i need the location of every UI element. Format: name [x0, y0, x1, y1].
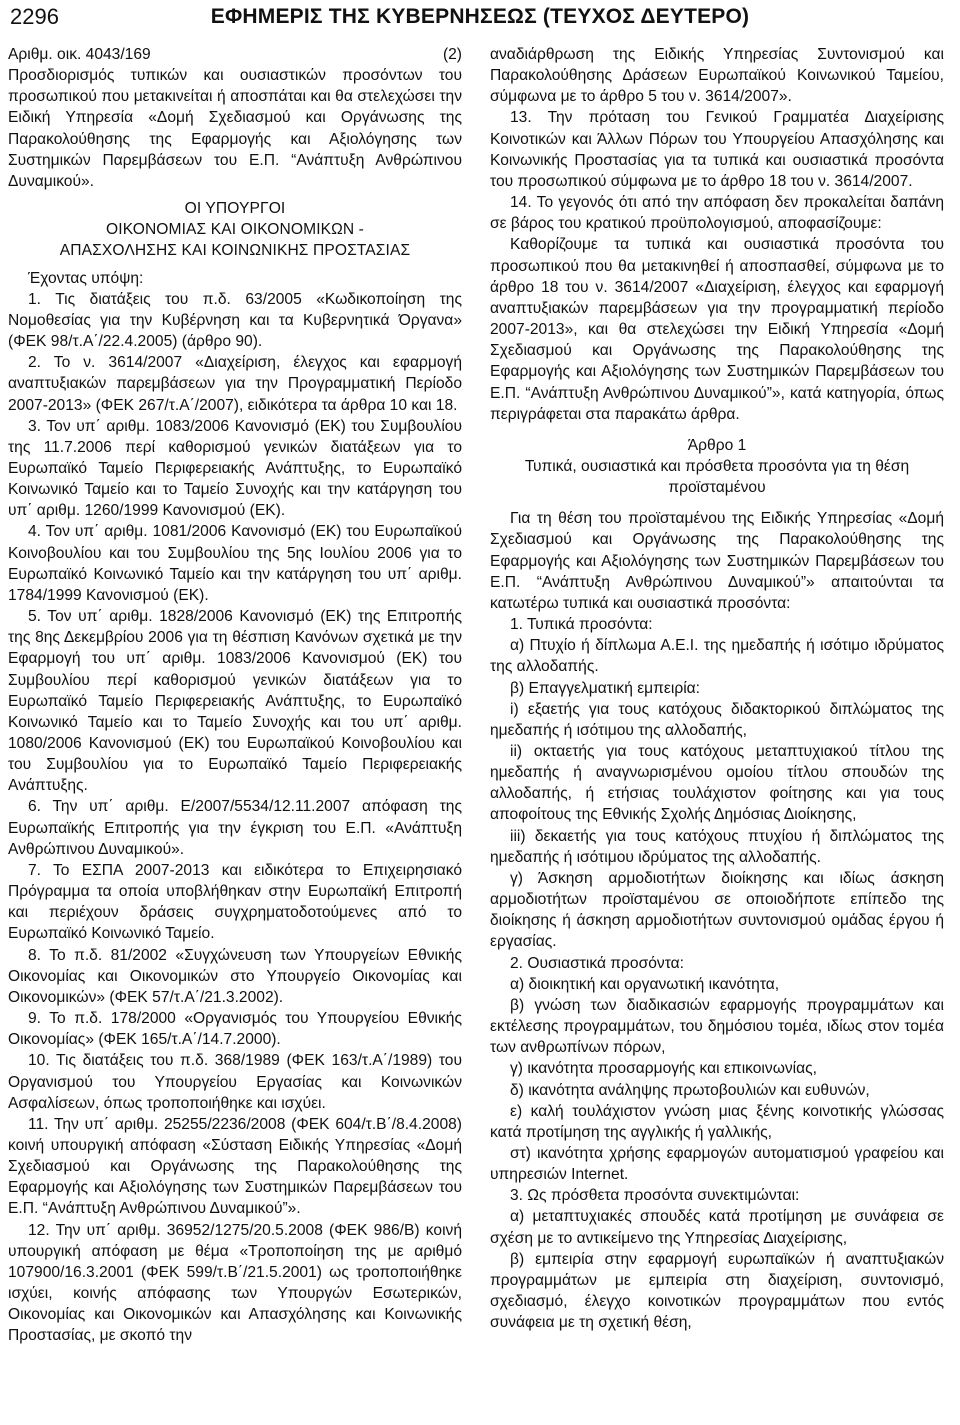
ministers-heading-1: ΟΙ ΥΠΟΥΡΓΟΙ	[184, 200, 286, 218]
article-paragraph: α) μεταπτυχιακές σπουδές κατά προτίμηση με συνάφεια σε σχέση με το αντικείμενο της Υπηρεσίας Διαχείρισης,	[490, 1208, 944, 1247]
legal-basis-item: 11. Την υπ΄ αριθμ. 25255/2236/2008 (ΦΕΚ 604/τ.Β΄/8.4.2008) κοινή υπουργική απόφαση «Σύσταση Ειδικής Υπηρεσίας «Δομή Σχεδιασμού και Οργάνωσης της Παρακολούθησης της Εφαρμογής και Αξιολόγησης των Συστημικών Παρεμβάσεων του Ε.Π. “Ανάπτυξη Ανθρώπινου Δυναμικού”».	[8, 1115, 462, 1218]
page-header	[10, 0, 950, 34]
article-paragraph: α) διοικητική και οργανωτική ικανότητα,	[510, 975, 780, 993]
legal-basis-item: 14. Το γεγονός ότι από την απόφαση δεν προκαλείται δαπάνη σε βάρος του κρατικού προϋπολογισμού, αποφασίζουμε:	[490, 194, 944, 233]
legal-basis-item: 1. Τις διατάξεις του π.δ. 63/2005 «Κωδικοποίηση της Νομοθεσίας για την Κυβέρνηση και τα Κυβερνητικά Όργανα» (ΦΕΚ 98/τ.Α΄/22.4.2005) (άρθρο 90).	[8, 290, 462, 351]
article-paragraph: β) γνώση των διαδικασιών εφαρμογής προγραμμάτων και εκτέλεσης προγραμμάτων, του δημόσιου τομέα, ιδίως στον τομέα των ανθρωπίνων πόρων,	[490, 996, 944, 1057]
legal-basis-item: 12. Την υπ΄ αριθμ. 36952/1275/20.5.2008 (ΦΕΚ 986/Β) κοινή υπουργική απόφαση με θέμα «Τροποποίηση της με αριθμό 107900/16.3.2001 (ΦΕΚ 599/τ.Β΄/21.5.2001) ως τροποποιήθηκε ισχύει, κοινής απόφασης των Υπουργών Εσωτερικών, Οικονομίας και Οικονομικών και Απασχόλησης και Κοινωνικής Προστασίας, με σκοπό την	[8, 1221, 462, 1345]
ministers-heading-2: ΟΙΚΟΝΟΜΙΑΣ ΚΑΙ ΟΙΚΟΝΟΜΙΚΩΝ -	[106, 221, 364, 239]
legal-basis-item: 13. Την πρόταση του Γενικού Γραμματέα Διαχείρισης Κοινοτικών και Άλλων Πόρων του Υπουργείου Απασχόλησης και Κοινωνικής Προστασίας για τα τυπικά και ουσιαστικά προσόντα του προσωπικού σύμφωνα με το άρθρο 18 του ν. 3614/2007.	[490, 109, 944, 190]
page-number: 2296	[10, 4, 59, 29]
continuation-text: αναδιάρθρωση της Ειδικής Υπηρεσίας Συντονισμού και Παρακολούθησης Δράσεων Ευρωπαϊκού Κοινωνικού Ταμείου, σύμφωνα με το άρθρο 5 του ν. 3614/2007».	[490, 46, 944, 106]
legal-basis-item: 2. Το ν. 3614/2007 «Διαχείριση, έλεγχος και εφαρμογή αναπτυξιακών παρεμβάσεων για την Προγραμματική Περίοδο 2007-2013» (ΦΕΚ 267/τ.Α΄/2007), ειδικότερα τα άρθρα 10 και 18.	[8, 354, 462, 414]
considering-label: Έχοντας υπόψη:	[28, 269, 144, 287]
legal-basis-item: 6. Την υπ΄ αριθμ. Ε/2007/5534/12.11.2007 απόφαση της Ευρωπαϊκής Επιτροπής για την έγκριση του Ε.Π. «Ανάπτυξη Ανθρώπινου Δυναμικού».	[8, 798, 462, 858]
decision-ref-line	[8, 44, 462, 65]
article-paragraph: iii) δεκαετής για τους κατόχους πτυχίου ή διπλώματος της ημεδαπής ή ισότιμου ιδρύματος της αλλοδαπής.	[490, 827, 944, 866]
article-paragraph: 1. Τυπικά προσόντα:	[510, 616, 653, 634]
article-paragraph: ii) οκταετής για τους κατόχους μεταπτυχιακού τίτλου της ημεδαπής ή αναγνωρισμένου ομοίου τίτλου σπουδών της αλλοδαπής, ή ετήσιας τουλάχιστον φοίτησης και για τους αποφοίτους της Εθνικής Σχολής Δημόσιας Διοίκησης,	[490, 743, 944, 824]
article-paragraph: γ) Άσκηση αρμοδιοτήτων διοίκησης και ιδίως άσκηση αρμοδιοτήτων προϊσταμένου σε οποιοδήποτε επίπεδο της διοίκησης ή άσκηση αρμοδιοτήτων συντονισμού ομάδας έργου ή εργασίας.	[490, 869, 944, 951]
article-paragraph: β) Επαγγελματική εμπειρία:	[510, 679, 701, 697]
left-column	[8, 44, 462, 1347]
legal-basis-item: 8. Το π.δ. 81/2002 «Συγχώνευση των Υπουργείων Εθνικής Οικονομίας και Οικονομικών στο Υπουργείο Οικονομίας και Οικονομικών» (ΦΕΚ 57/τ.Α΄/21.3.2002).	[8, 946, 462, 1006]
article-paragraph: Για τη θέση του προϊσταμένου της Ειδικής Υπηρεσίας «Δομή Σχεδιασμού και Οργάνωσης της Παρακολούθησης της Εφαρμογής και Αξιολόγησης των Συστημικών Παρεμβάσεων του Ε.Π. “Ανάπτυξη Ανθρώπινου Δυναμικού”» απαιτούνται τα κατωτέρω τυπικά και ουσιαστικά προσόντα:	[490, 510, 944, 612]
legal-basis-item: 4. Τον υπ΄ αριθμ. 1081/2006 Κανονισμό (ΕΚ) του Ευρωπαϊκού Κοινοβουλίου και του Συμβουλίου της 5ης Ιουλίου 2006 για το Ευρωπαϊκό Κοινωνικό Ταμείο και την κατάργηση του υπ΄ αριθμ. 1784/1999 Κανονισμού (ΕΚ).	[8, 523, 462, 604]
article-paragraph: i) εξαετής για τους κατόχους διδακτορικού διπλώματος της ημεδαπής ή ισότιμου της αλλοδαπής,	[490, 700, 944, 739]
article-paragraph: β) εμπειρία στην εφαρμογή ευρωπαϊκών ή αναπτυξιακών προγραμμάτων με εμπειρία στη διαχείριση, συντονισμό, σχεδιασμό, έλεγχο κοινοτικών προγραμμάτων που εντός συνάφεια με τη σχετική θέση,	[490, 1250, 944, 1332]
legal-basis-item: 7. Το ΕΣΠΑ 2007-2013 και ειδικότερα το Επιχειρησιακό Πρόγραμμα τα οποία υποβλήθηκαν στην Ευρωπαϊκή Επιτροπή και περιέχουν δράσεις συγχρηματοδοτούμενες από το Ευρωπαϊκό Κοινωνικό Ταμείο.	[8, 861, 462, 943]
legal-basis-item: 5. Τον υπ΄ αριθμ. 1828/2006 Κανονισμό (ΕΚ) της Επιτροπής της 8ης Δεκεμβρίου 2006 για τη θέσπιση Κανόνων σχετικά με την Εφαρμογή του υπ΄ αριθμ. 1083/2006 Κανονισμού (ΕΚ) του Συμβουλίου περί καθορισμού γενικών διατάξεων για το Ευρωπαϊκό Ταμείο Περιφερειακής Ανάπτυξης, το Ευρωπαϊκό Κοινωνικό Ταμείο και το Ταμείο Συνοχής και του υπ΄ αριθμ. 1080/2006 Κανονισμού (ΕΚ) του Ευρωπαϊκού Κοινοβουλίου και του Συμβουλίου για το Ευρωπαϊκό Ταμείο Περιφερειακής Ανάπτυξης.	[8, 608, 462, 795]
legal-basis-item: 10. Τις διατάξεις του π.δ. 368/1989 (ΦΕΚ 163/τ.Α΄/1989) του Οργανισμού του Υπουργείου Εργασίας και Κοινωνικών Ασφαλίσεων, όπως τροποποιήθηκε και ισχύει.	[8, 1052, 462, 1112]
article-paragraph: α) Πτυχίο ή δίπλωμα Α.Ε.Ι. της ημεδαπής ή ισότιμο ιδρύματος της αλλοδαπής.	[490, 637, 944, 676]
ministers-heading-3: ΑΠΑΣΧΟΛΗΣΗΣ ΚΑΙ ΚΟΙΝΩΝΙΚΗΣ ΠΡΟΣΤΑΣΙΑΣ	[59, 242, 411, 260]
gazette-title: ΕΦΗΜΕΡΙΣ ΤΗΣ ΚΥΒΕΡΝΗΣΕΩΣ (ΤΕΥΧΟΣ ΔΕΥΤΕΡΟ)	[210, 5, 750, 28]
decision-ref-number: Αριθμ. οικ. 4043/169	[8, 46, 151, 63]
article-paragraph: ε) καλή τουλάχιστον γνώση μιας ξένης κοινοτικής γλώσσας κατά προτίμηση της αγγλικής ή γαλλικής,	[490, 1102, 944, 1141]
article-number: Άρθρο 1	[687, 436, 747, 454]
article-paragraph: 3. Ως πρόσθετα προσόντα συνεκτιμώνται:	[510, 1187, 800, 1205]
article-paragraph: γ) ικανότητα προσαρμογής και επικοινωνίας,	[510, 1060, 817, 1078]
decision-subject: Προσδιορισμός τυπικών και ουσιαστικών προσόντων του προσωπικού που μετακινείται ή αποσπάται και θα στελεχώσει την Ειδική Υπηρεσία «Δομή Σχεδιασμού και Οργάνωσης της Παρακολούθησης της Εφαρμογής και Αξιολόγησης των Συστημικών Παρεμβάσεων του Ε.Π. “Ανάπτυξη Ανθρώπινου Δυναμικού».	[8, 67, 462, 190]
decision-ref-note: (2)	[442, 46, 462, 63]
article-paragraph: 2. Ουσιαστικά προσόντα:	[510, 954, 684, 972]
article-paragraph: δ) ικανότητα ανάληψης πρωτοβουλιών και ευθυνών,	[510, 1081, 870, 1099]
legal-basis-item: 3. Τον υπ΄ αριθμ. 1083/2006 Κανονισμό (ΕΚ) του Συμβουλίου της 11.7.2006 περί καθορισμού γενικών διατάξεων για το Ευρωπαϊκό Ταμείο Περιφερειακής Ανάπτυξης, το Ευρωπαϊκό Κοινωνικό Ταμείο και το Ταμείο Συνοχής και την κατάργηση του υπ΄ αριθμ. 1260/1999 Κανονισμού (ΕΚ).	[8, 417, 462, 520]
legal-basis-item: 9. Το π.δ. 178/2000 «Οργανισμός του Υπουργείου Εθνικής Οικονομίας» (ΦΕΚ 165/τ.Α΄/14.7.2000).	[8, 1010, 462, 1049]
decision-paragraph: Καθορίζουμε τα τυπικά και ουσιαστικά προσόντα του προσωπικού που θα μετακινηθεί ή αποσπασθεί, σύμφωνα με το άρθρο 18 του ν. 3614/2007 «Διαχείριση, έλεγχος και εφαρμογή αναπτυξιακών παρεμβάσεων για την προγραμματική περίοδο 2007-2013», και θα στελεχώσει την Ειδική Υπηρεσία «Δομή Σχεδιασμού και Οργάνωσης της Παρακολούθησης της Εφαρμογής και Αξιολόγησης των Συστημικών Παρεμβάσεων του Ε.Π. “Ανάπτυξη Ανθρώπινου Δυναμικού”», κατά κατηγορία, όπως περιγράφεται στα παρακάτω άρθρα.	[490, 236, 944, 423]
article-title: Τυπικά, ουσιαστικά και πρόσθετα προσόντα για τη θέση προϊσταμένου	[524, 457, 910, 497]
right-column	[490, 44, 944, 1333]
article-paragraph: στ) ικανότητα χρήσης εφαρμογών αυτοματισμού γραφείου και υπηρεσιών Internet.	[490, 1144, 944, 1184]
